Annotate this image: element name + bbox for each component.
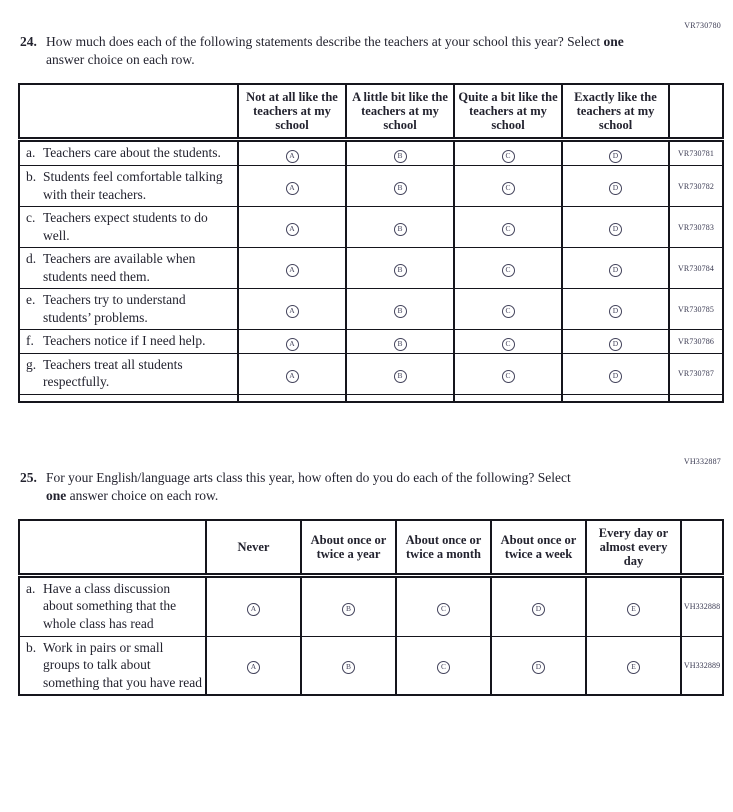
row-text: Teachers expect students to do well.: [43, 210, 208, 243]
answer-bubble-d[interactable]: D: [609, 223, 622, 236]
table-row: [19, 207, 723, 248]
question-25-text: [46, 469, 594, 505]
question-24-prompt: [20, 33, 733, 69]
q25-header-col-week: About once or twice a week: [491, 520, 586, 576]
q25-answer-grid: [18, 519, 724, 696]
answer-bubble-c[interactable]: C: [502, 338, 515, 351]
question-24-text-bold: one: [603, 34, 624, 49]
q24-row-b-statement: [19, 165, 238, 206]
question-24-text: [46, 33, 658, 69]
answer-bubble-d[interactable]: D: [609, 338, 622, 351]
table-bottom-spacer-row: [19, 395, 723, 402]
answer-bubble-d[interactable]: D: [532, 661, 545, 674]
q24-header-col-not-at-all: Not at all like the teachers at my school: [238, 84, 346, 140]
row-code: VR730787: [669, 353, 723, 394]
answer-bubble-b[interactable]: B: [394, 305, 407, 318]
answer-bubble-c[interactable]: C: [502, 150, 515, 163]
q25-header-col-never: Never: [206, 520, 301, 576]
q24-row-g-statement: [19, 353, 238, 394]
question-25-text-bold: one: [46, 487, 67, 503]
row-letter: c.: [26, 210, 36, 226]
answer-bubble-c[interactable]: C: [437, 661, 450, 674]
table-row: [19, 353, 723, 394]
answer-bubble-e[interactable]: E: [627, 661, 640, 674]
answer-bubble-d[interactable]: D: [609, 305, 622, 318]
answer-bubble-b[interactable]: B: [342, 661, 355, 674]
row-code: VH332889: [681, 636, 723, 695]
answer-bubble-b[interactable]: B: [394, 338, 407, 351]
q24-row-e-statement: [19, 289, 238, 330]
row-code: VR730783: [669, 207, 723, 248]
question-25-form-code: VH332887: [683, 456, 721, 466]
answer-bubble-c[interactable]: C: [502, 182, 515, 195]
table-row: [19, 575, 723, 636]
answer-bubble-b[interactable]: B: [394, 370, 407, 383]
row-letter: a.: [26, 145, 36, 161]
answer-bubble-a[interactable]: A: [286, 223, 299, 236]
question-24-section: [0, 0, 733, 403]
answer-bubble-a[interactable]: A: [286, 338, 299, 351]
answer-bubble-a[interactable]: A: [247, 661, 260, 674]
row-text: Work in pairs or small groups to talk about something that you have read: [43, 639, 202, 690]
q24-header-code-empty: [669, 84, 723, 140]
answer-bubble-b[interactable]: B: [394, 150, 407, 163]
q24-row-d-statement: [19, 248, 238, 289]
table-row: [19, 140, 723, 166]
q25-header-col-every-day: Every day or almost every day: [586, 520, 681, 576]
row-letter: e.: [26, 292, 36, 308]
question-25-text-after: answer choice on each row.: [66, 487, 219, 503]
row-text: Teachers notice if I need help.: [43, 333, 206, 349]
q24-header-row: [19, 84, 723, 140]
q25-header-row: [19, 520, 723, 576]
q25-row-b-statement: [19, 636, 206, 695]
row-letter: a.: [26, 580, 36, 596]
table-row: [19, 289, 723, 330]
question-24-text-before: How much does each of the following statements describe the teachers at your school this year? Select: [46, 34, 604, 49]
answer-bubble-c[interactable]: C: [502, 264, 515, 277]
row-code: VH332888: [681, 575, 723, 636]
answer-bubble-b[interactable]: B: [342, 603, 355, 616]
row-code: VR730782: [669, 165, 723, 206]
answer-bubble-a[interactable]: A: [247, 603, 260, 616]
q25-header-code-empty: [681, 520, 723, 576]
question-25-section: [0, 403, 733, 697]
q25-header-col-month: About once or twice a month: [396, 520, 491, 576]
question-24-text-after: answer choice on each row.: [46, 52, 195, 68]
q25-row-a-statement: [19, 575, 206, 636]
answer-bubble-d[interactable]: D: [609, 150, 622, 163]
answer-bubble-a[interactable]: A: [286, 264, 299, 277]
row-text: Teachers treat all students respectfully.: [43, 356, 183, 390]
question-25-number: 25.: [20, 469, 37, 485]
answer-bubble-c[interactable]: C: [437, 603, 450, 616]
table-row: [19, 330, 723, 354]
q25-header-empty: [19, 520, 206, 576]
q24-header-col-little-bit: A little bit like the teachers at my school: [346, 84, 454, 140]
answer-bubble-c[interactable]: C: [502, 305, 515, 318]
answer-bubble-c[interactable]: C: [502, 370, 515, 383]
q24-answer-grid: [18, 83, 724, 402]
row-code: VR730786: [669, 330, 723, 354]
table-row: [19, 248, 723, 289]
q24-header-col-exactly: Exactly like the teachers at my school: [562, 84, 669, 140]
table-row: [19, 636, 723, 695]
answer-bubble-b[interactable]: B: [394, 264, 407, 277]
q24-header-col-quite-a-bit: Quite a bit like the teachers at my school: [454, 84, 562, 140]
q24-row-a-statement: [19, 140, 238, 166]
row-letter: b.: [26, 639, 37, 655]
answer-bubble-b[interactable]: B: [394, 182, 407, 195]
answer-bubble-d[interactable]: D: [609, 264, 622, 277]
answer-bubble-d[interactable]: D: [532, 603, 545, 616]
row-text: Teachers try to understand students’ problems.: [43, 292, 186, 325]
row-text: Teachers are available when students need them.: [43, 251, 196, 284]
row-letter: f.: [26, 333, 34, 349]
answer-bubble-a[interactable]: A: [286, 305, 299, 318]
row-letter: g.: [26, 356, 37, 372]
answer-bubble-d[interactable]: D: [609, 370, 622, 383]
q24-header-empty: [19, 84, 238, 140]
question-24-number: 24.: [20, 34, 37, 49]
row-code: VR730785: [669, 289, 723, 330]
row-letter: b.: [26, 168, 37, 184]
row-text: Students feel comfortable talking with their teachers.: [43, 168, 223, 202]
question-25-prompt: [20, 469, 733, 505]
row-letter: d.: [26, 251, 37, 267]
answer-bubble-b[interactable]: B: [394, 223, 407, 236]
answer-bubble-e[interactable]: E: [627, 603, 640, 616]
answer-bubble-c[interactable]: C: [502, 223, 515, 236]
question-25-text-before: For your English/language arts class this year, how often do you do each of the following? Select: [46, 469, 571, 485]
row-text: Teachers care about the students.: [43, 145, 221, 161]
q25-header-col-year: About once or twice a year: [301, 520, 396, 576]
table-row: [19, 165, 723, 206]
answer-bubble-d[interactable]: D: [609, 182, 622, 195]
answer-bubble-a[interactable]: A: [286, 182, 299, 195]
q24-row-c-statement: [19, 207, 238, 248]
row-code: VR730784: [669, 248, 723, 289]
answer-bubble-a[interactable]: A: [286, 150, 299, 163]
answer-bubble-a[interactable]: A: [286, 370, 299, 383]
q24-row-f-statement: [19, 330, 238, 354]
question-24-form-code: VR730780: [684, 21, 721, 30]
row-text: Have a class discussion about something that the whole class has read: [43, 580, 177, 632]
row-code: VR730781: [669, 140, 723, 166]
